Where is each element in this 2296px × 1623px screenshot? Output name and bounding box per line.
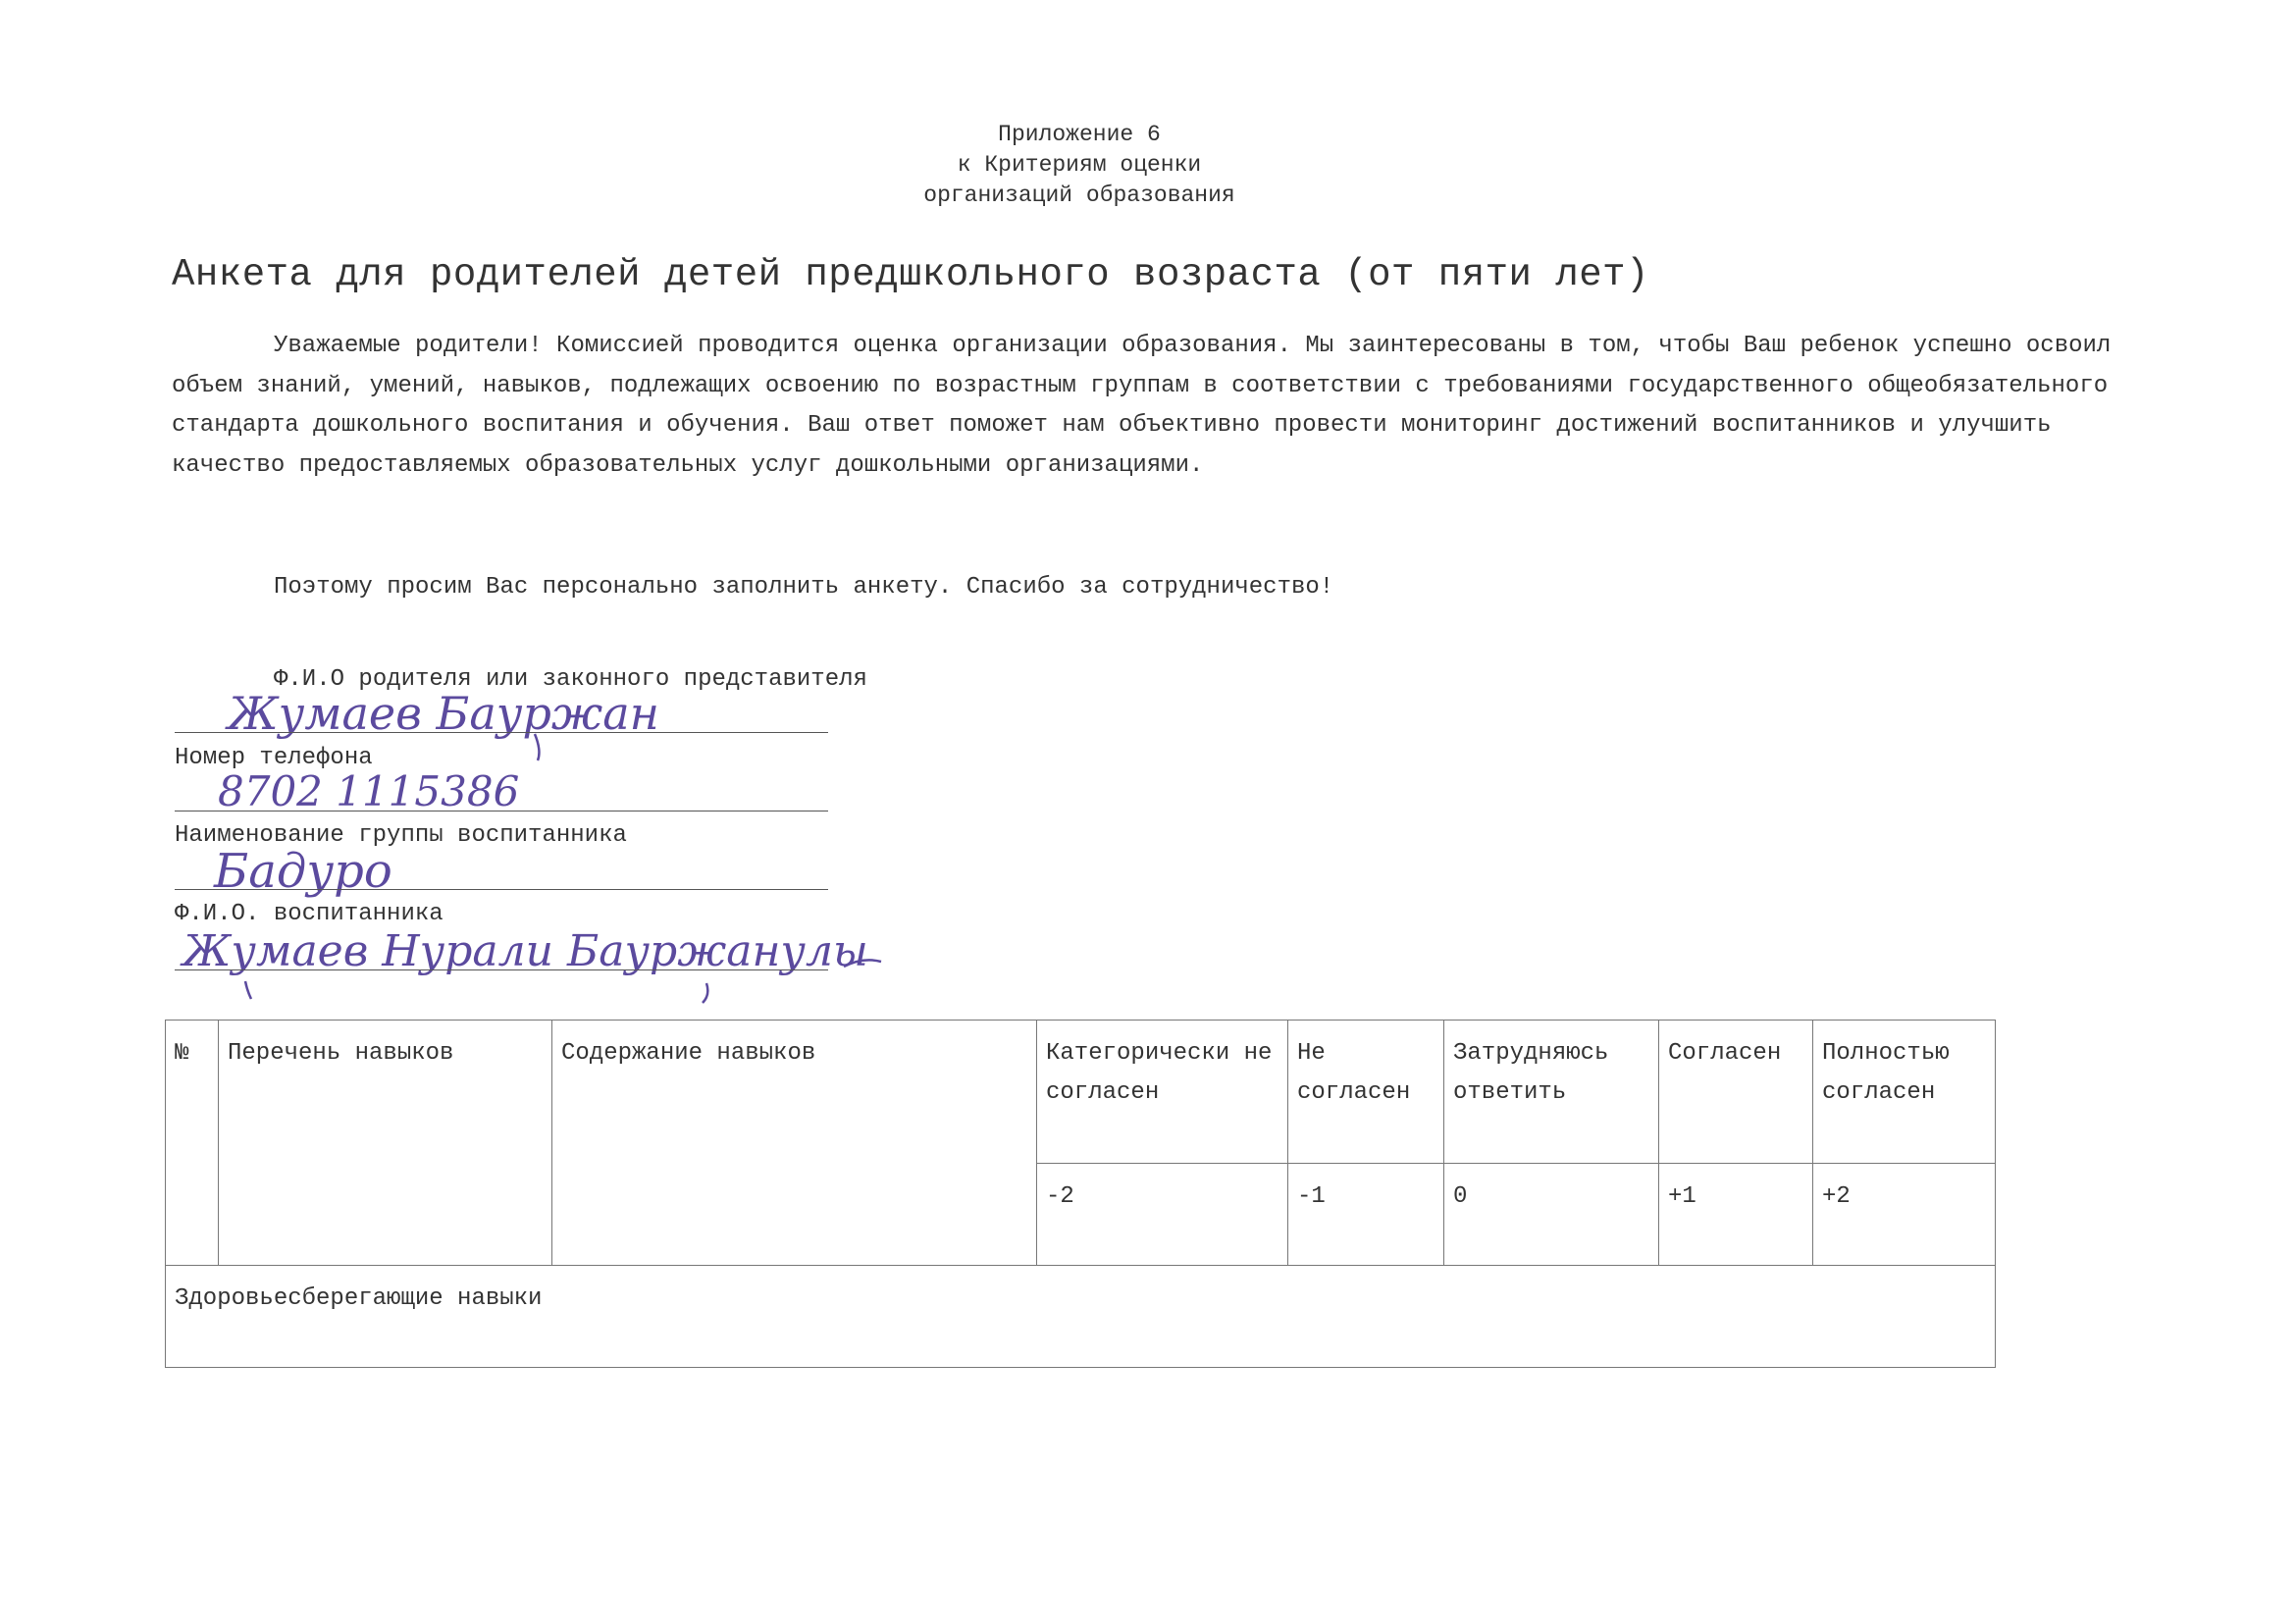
document-title: Анкета для родителей детей предшкольного возраста (от пяти лет) — [172, 253, 1649, 296]
appendix-line-2: к Критериям оценки — [957, 152, 1202, 178]
intro-paragraph: Уважаемые родители! Комиссией проводится оценка организации образования. Мы заинтересованы в том, чтобы Ваш ребенок успешно освоил объем знаний, умений, навыков, подлежащих освоению по возрастным группам в соответствии с требованиями государственного общеобязательного стандарта дошкольного воспитания и обучения. Ваш ответ поможет нам объективно провести мониторинг достижений воспитанников и улучшить качество предоставляемых образовательных услуг дошкольными организациями. — [172, 333, 2112, 479]
request-text: Поэтому просим Вас персонально заполнить анкету. Спасибо за сотрудничество! — [274, 574, 1334, 601]
appendix-line-3: организаций образования — [923, 183, 1235, 208]
phone-label: Номер телефона — [175, 745, 373, 771]
phone-value[interactable]: 8702 1115386 — [218, 767, 520, 815]
header-unsure: Затрудняюсь ответить — [1444, 1021, 1659, 1164]
parent-name-label: Ф.И.О родителя или законного представителя — [274, 666, 867, 693]
appendix-line-1: Приложение 6 — [998, 122, 1161, 147]
child-name-label: Ф.И.О. воспитанника — [175, 901, 444, 927]
header-disagree: Не согласен — [1288, 1021, 1444, 1164]
header-skills-list: Перечень навыков — [219, 1021, 552, 1266]
table-header-row — [166, 1021, 1996, 1164]
header-strongly-agree: Полностью согласен — [1813, 1021, 1996, 1164]
group-value[interactable]: Бадуро — [214, 844, 392, 899]
score-strongly-agree[interactable]: +2 — [1813, 1164, 1996, 1266]
skills-table — [165, 1020, 1996, 1368]
score-disagree[interactable]: -1 — [1288, 1164, 1444, 1266]
header-num: № — [166, 1021, 219, 1266]
header-agree: Согласен — [1659, 1021, 1813, 1164]
table-section-row — [166, 1266, 1996, 1368]
child-name-value[interactable]: Жумаев Нурали Бауржанулы — [183, 926, 868, 976]
score-strongly-disagree[interactable]: -2 — [1037, 1164, 1288, 1266]
group-label: Наименование группы воспитанника — [175, 822, 627, 849]
header-strongly-disagree: Категорически не согласен — [1037, 1021, 1288, 1164]
score-agree[interactable]: +1 — [1659, 1164, 1813, 1266]
section-health-skills: Здоровьесберегающие навыки — [166, 1266, 1996, 1368]
score-unsure[interactable]: 0 — [1444, 1164, 1659, 1266]
parent-name-value[interactable]: Жумаев Бауржан — [228, 687, 659, 740]
header-skills-content: Содержание навыков — [552, 1021, 1037, 1266]
